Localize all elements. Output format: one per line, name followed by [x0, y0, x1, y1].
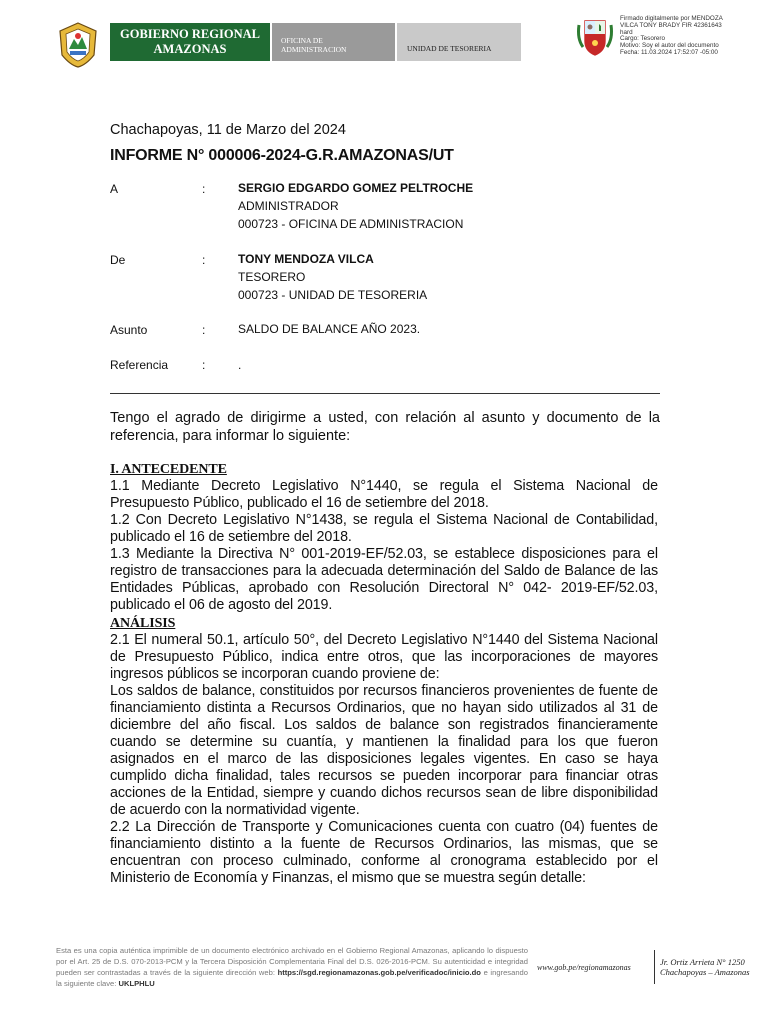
subject-colon: :	[202, 323, 206, 337]
from-sender	[238, 250, 427, 304]
from-role: TESORERO	[238, 270, 306, 284]
verification-link[interactable]: https://sgd.regionamazonas.gob.pe/verificadoc/inicio.do	[277, 968, 481, 977]
report-title: INFORME N° 000006-2024-G.R.AMAZONAS/UT	[110, 147, 454, 164]
org-name-line1: GOBIERNO REGIONAL	[120, 27, 260, 41]
intro-paragraph: Tengo el agrado de dirigirme a usted, con relación al asunto y documento de la referencia, para informar lo siguiente:	[110, 410, 660, 444]
reference-colon: :	[202, 358, 206, 372]
to-name: SERGIO EDGARDO GOMEZ PELTROCHE	[238, 181, 474, 195]
from-office: 000723 - UNIDAD DE TESORERIA	[238, 288, 428, 302]
subject-value: SALDO DE BALANCE AÑO 2023.	[238, 322, 421, 336]
authenticity-text: Esta es una copia auténtica imprimible de un documento electrónico archivado en el Gobierno Regional Amazonas, aplicando lo dispuesto por el Art. 25 de D.S. 070-2013-PCM y la Tercera Disposición Complementaria Final del D.S. 026-2016-PCM. Su autenticidad e integridad pueden ser contrastadas a través de la siguiente dirección web:	[56, 946, 528, 977]
peru-coat-of-arms-icon	[575, 17, 615, 59]
subject-label: Asunto	[110, 323, 148, 337]
paragraph-1-1: 1.1 Mediante Decreto Legislativo N°1440, se regula el Sistema Nacional de Presupuesto Público, publicado el 16 de setiembre del 2018.	[110, 478, 658, 511]
to-recipient	[238, 179, 473, 233]
to-label: A	[110, 182, 119, 196]
reference-value: .	[238, 358, 242, 372]
header-divider	[110, 393, 660, 394]
reference-label: Referencia	[110, 358, 169, 372]
unit-name: UNIDAD DE TESORERIA	[407, 44, 492, 53]
from-name: TONY MENDOZA VILCA	[238, 252, 374, 266]
org-name-banner	[110, 23, 270, 61]
address-line2: Chachapoyas – Amazonas	[660, 967, 750, 977]
footer-website-link[interactable]: www.gob.pe/regionamazonas	[537, 963, 631, 972]
to-office: 000723 - OFICINA DE ADMINISTRACION	[238, 217, 464, 231]
signature-line: Fecha: 11.03.2024 17:52:07 -05:00	[620, 48, 718, 56]
office-banner	[272, 23, 395, 61]
paragraph-1-2: 1.2 Con Decreto Legislativo N°1438, se regula el Sistema Nacional de Contabilidad, publicado el 16 de setiembre del 2018.	[110, 512, 658, 545]
office-line2: ADMINISTRACION	[281, 45, 347, 54]
unit-banner	[397, 23, 521, 61]
org-name-line2: AMAZONAS	[153, 42, 227, 56]
footer-divider	[654, 950, 655, 984]
from-colon: :	[202, 253, 206, 267]
paragraph-1-3: 1.3 Mediante la Directiva N° 001-2019-EF/52.03, se establece disposiciones para el registro de transacciones para la adecuada determinación del Saldo de Balance de las Entidades Públicas, aprobado con Resolución Directoral N° 042- 2019-EF/52.03, publicado el 06 de agosto del 2019.	[110, 546, 658, 613]
digital-signature-stamp	[620, 16, 740, 57]
authenticity-text-tail: e ingresando la siguiente clave:	[56, 968, 528, 988]
to-role: ADMINISTRADOR	[238, 199, 339, 213]
authenticity-note	[56, 945, 528, 989]
footer-address	[660, 957, 750, 977]
place-date: Chachapoyas, 11 de Marzo del 2024	[110, 122, 346, 138]
signature-line: hard	[620, 28, 633, 36]
from-label: De	[110, 253, 126, 267]
signature-line: Firmado digitalmente por MENDOZA	[620, 15, 723, 22]
office-line1: OFICINA DE	[281, 36, 323, 45]
paragraph-2-1-quote: Los saldos de balance, constituidos por recursos financieros provenientes de fuente de financiamiento distinta a Recursos Ordinarios, que no hayan sido utilizados al 31 de diciembre del año fiscal. Los saldos de balance son registrados financieramente cuando se determine su cuantía, y mantienen la finalidad para los que fueron asignados en el marco de las disposiciones legales vigentes. En caso se haya cumplido dicha finalidad, tales recursos se pueden incorporar para financiar otras acciones de la Entidad, siempre y cuando dichos recursos sean de libre disponibilidad de acuerdo con la normatividad vigente.	[110, 683, 658, 818]
to-colon: :	[202, 182, 206, 196]
report-body	[110, 460, 658, 887]
verification-code: UKLPHLU	[118, 979, 155, 988]
address-line1: Jr. Ortiz Arrieta N° 1250	[660, 957, 745, 967]
signature-line: VILCA TONY BRADY FIR 42361643	[620, 21, 722, 29]
paragraph-2-1: 2.1 El numeral 50.1, artículo 50°, del Decreto Legislativo N°1440 del Sistema Nacional de Presupuesto Público, indica entre otros, que las incorporaciones de mayores ingresos públicos se incorporan cuando proviene de:	[110, 632, 658, 682]
signature-line: Cargo: Tesorero	[620, 35, 666, 43]
section-heading-antecedente: I. ANTECEDENTE	[110, 462, 227, 477]
signature-line: Motivo: Soy el autor del documento	[620, 42, 719, 50]
regional-crest-logo	[56, 21, 100, 69]
section-heading-analisis: ANÁLISIS	[110, 616, 176, 631]
paragraph-2-2: 2.2 La Dirección de Transporte y Comunicaciones cuenta con cuatro (04) fuentes de financiamiento distinto a la fuente de Recursos Ordinarios, las mismas, que se encuentran con proceso culminado, conforme al cronograma establecido por el Ministerio de Economía y Finanzas, el mismo que se muestra según detalle:	[110, 819, 658, 886]
